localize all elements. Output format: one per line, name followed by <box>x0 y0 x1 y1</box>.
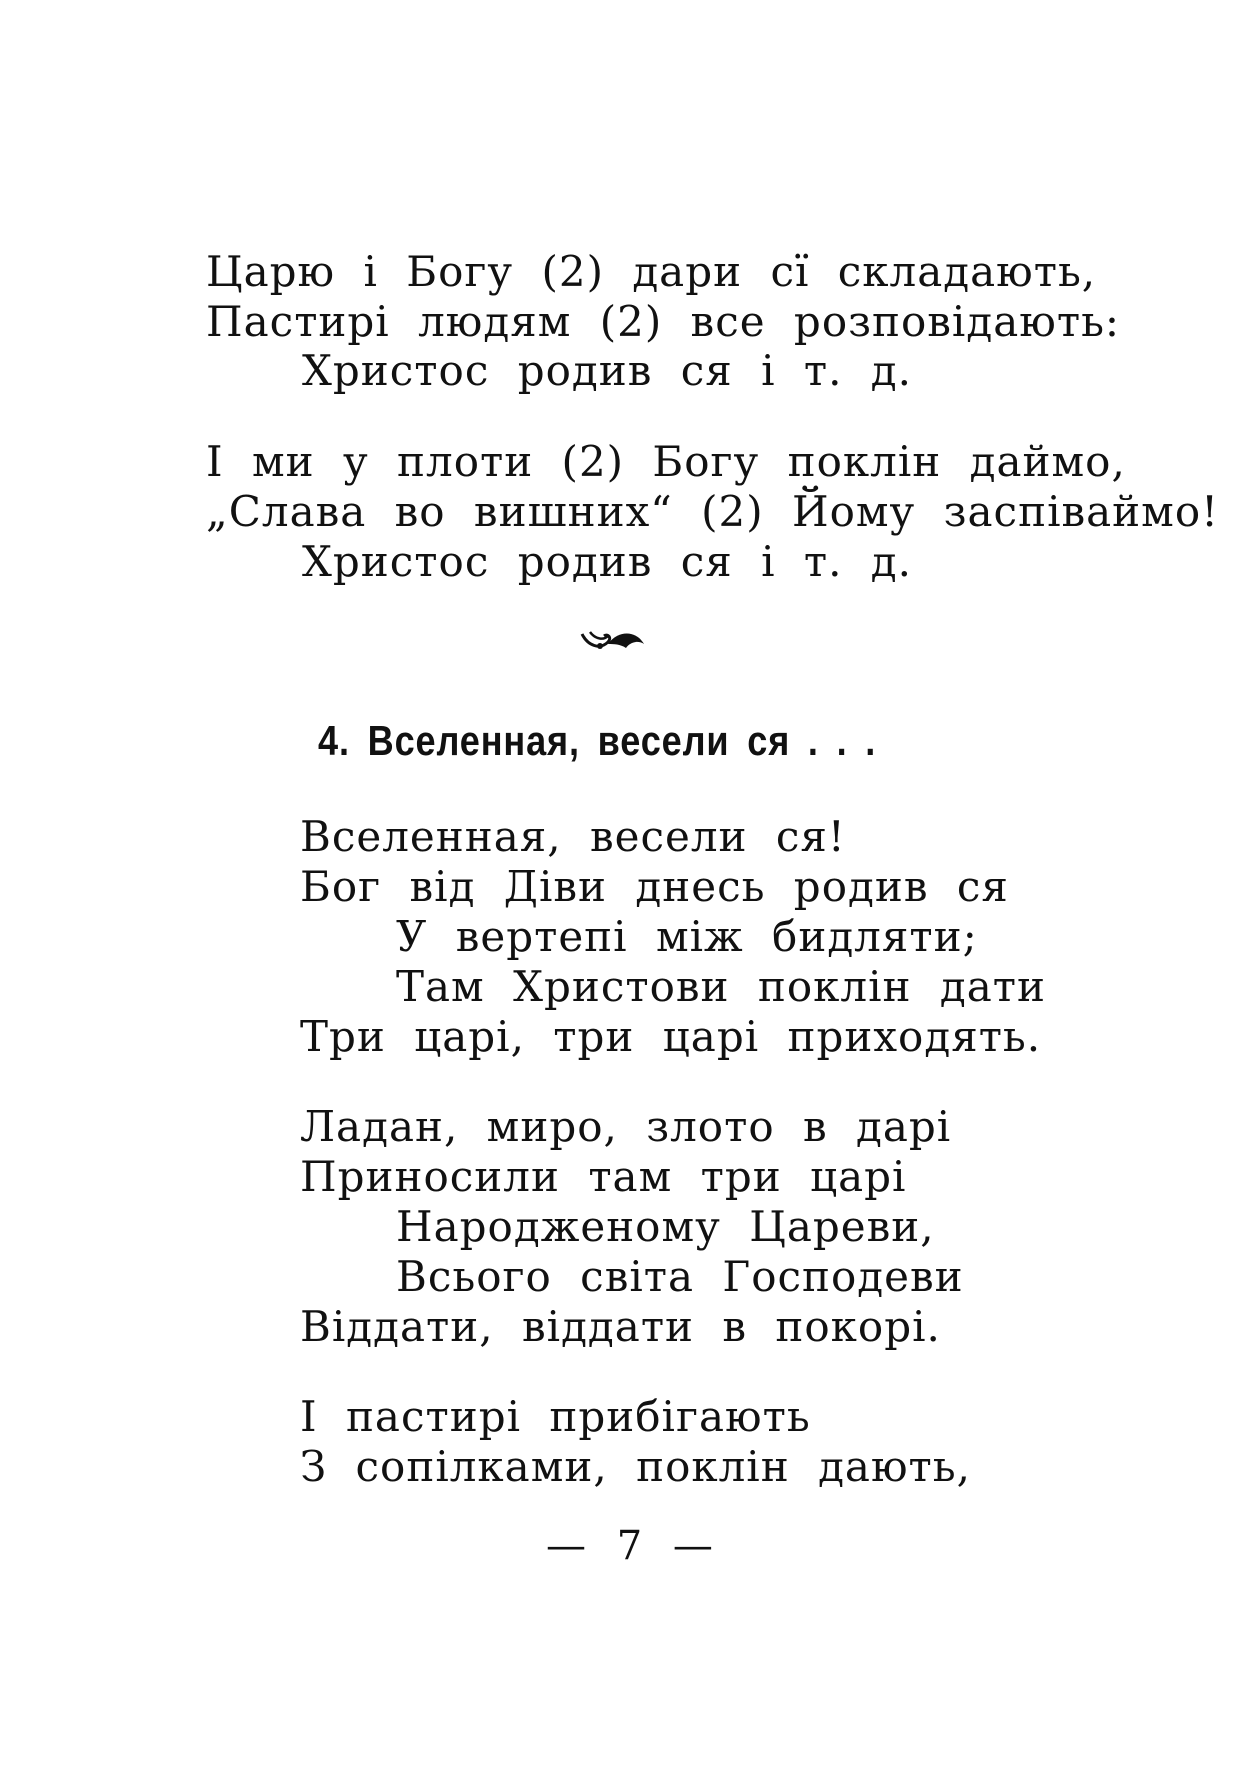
verse-line: Там Христови поклін дати <box>396 962 1047 1011</box>
verse-line: Ладан, миро, злото в дарі <box>300 1102 952 1151</box>
page-number: — 7 — <box>546 1523 713 1569</box>
verse-line: Вселенная, весели ся! <box>300 812 846 861</box>
verse-line: Приносили там три царі <box>300 1152 907 1201</box>
verse-line: „Слава во вишних“ (2) Йому заспіваймо! <box>206 487 1220 536</box>
verse-line: З сопілками, поклін дають, <box>300 1442 971 1491</box>
verse-line: Три царі, три царі приходять. <box>300 1012 1042 1061</box>
fleuron-ornament-icon <box>578 624 648 658</box>
verse-line: І пастирі прибігають <box>300 1392 811 1441</box>
verse-line: У вертепі між бидляти; <box>396 912 978 961</box>
verse-line: Віддати, віддати в покорі. <box>300 1302 941 1351</box>
refrain-line: Христос родив ся і т. д. <box>302 346 913 395</box>
verse-line: Царю і Богу (2) дари сї складають, <box>206 247 1097 296</box>
verse-line: Пастирі людям (2) все розповідають: <box>206 297 1121 346</box>
song-title: 4. Вселенная, весели ся . . . <box>318 717 877 764</box>
refrain-line: Христос родив ся і т. д. <box>302 537 913 586</box>
verse-line: Бог від Діви днесь родив ся <box>300 862 1009 911</box>
verse-line: І ми у плоти (2) Богу поклін даймо, <box>206 437 1126 486</box>
verse-line: Всього світа Господеви <box>396 1252 964 1301</box>
verse-line: Народженому Цареви, <box>396 1202 935 1251</box>
